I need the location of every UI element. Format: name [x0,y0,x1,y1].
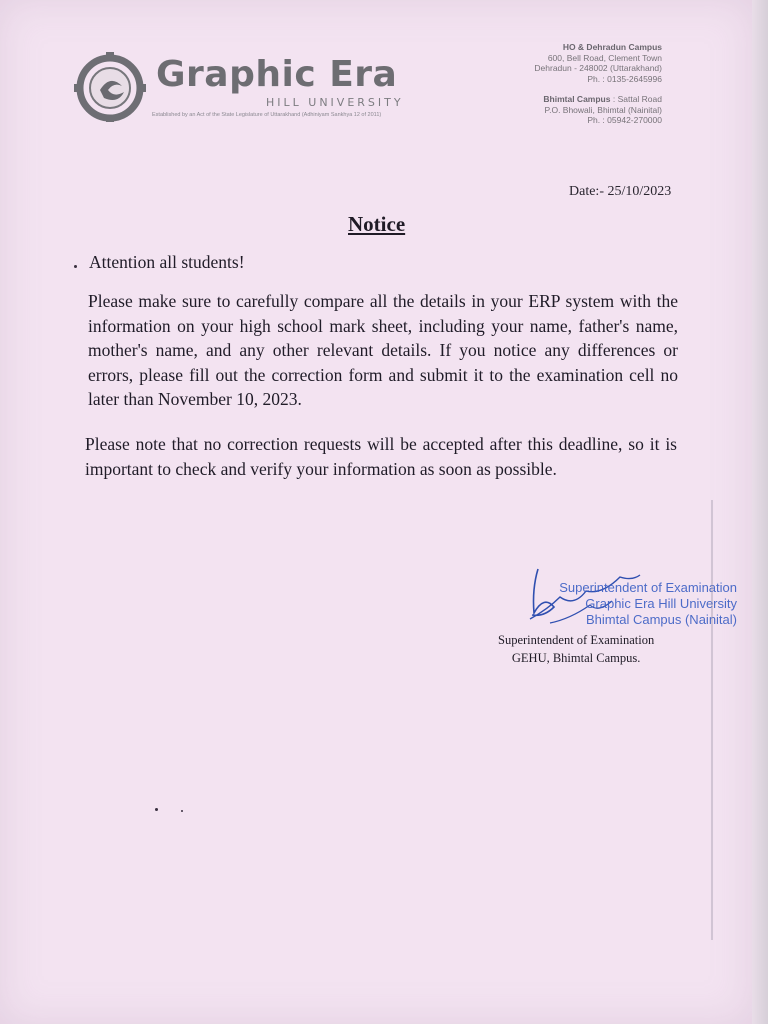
logo-name: Graphic Era [156,54,398,95]
address-bhimtal [462,94,662,126]
address-phone: Ph. : 05942-270000 [587,115,662,125]
signatory-campus: GEHU, Bhimtal Campus. [511,651,641,665]
university-logo [70,52,410,122]
address-line: 600, Bell Road, Clement Town [547,52,662,63]
address-line: Dehradun - 248002 (Uttarakhand) [534,63,662,73]
address-block [462,42,662,136]
speck [74,265,77,268]
address-title: Bhimtal Campus [543,94,611,104]
address-title: HO & Dehradun Campus [562,42,662,52]
notice-date: Date:- 25/10/2023 [569,184,672,199]
speck [155,808,158,811]
paper-crease [711,500,713,940]
logo-subtitle: HILL UNIVERSITY [266,96,404,109]
notice-greeting: Attention all students! [89,252,245,272]
notice-paragraph: Please make sure to carefully compare all the details in your ERP system with the information on your high school mark sheet, including your name, father's name, mother's name, and any other relevant details. If you notice any differences or errors, please fill out the correction form and submit it to the examination cell no later than November 10, 2023. [88,291,678,409]
address-title-suffix: : Sattal Road [610,94,662,104]
logo-established-line: Established by an Act of the State Legislature of Uttarakhand (Adhiniyam Sankhya 12 of 2011) [152,112,382,118]
paper-edge [752,0,768,1024]
university-seal-icon [70,52,150,122]
stamp-line: Graphic Era Hill University [585,596,737,611]
stamp-line: Superintendent of Examination [559,580,737,595]
address-phone: Ph. : 0135-2645996 [587,73,662,84]
signatory-title: Superintendent of Examination [498,633,655,647]
address-dehradun [462,42,662,84]
notice-title: Notice [348,212,406,236]
signatory-block [498,631,654,667]
speck [181,810,183,812]
notice-paragraph: Please note that no correction requests will be accepted after this deadline, so it is important to check and verify your information as soon as possible. [85,434,677,479]
address-line: P.O. Bhowali, Bhimtal (Nainital) [544,104,662,115]
stamp-line: Bhimtal Campus (Nainital) [586,612,737,627]
official-stamp [557,580,737,628]
